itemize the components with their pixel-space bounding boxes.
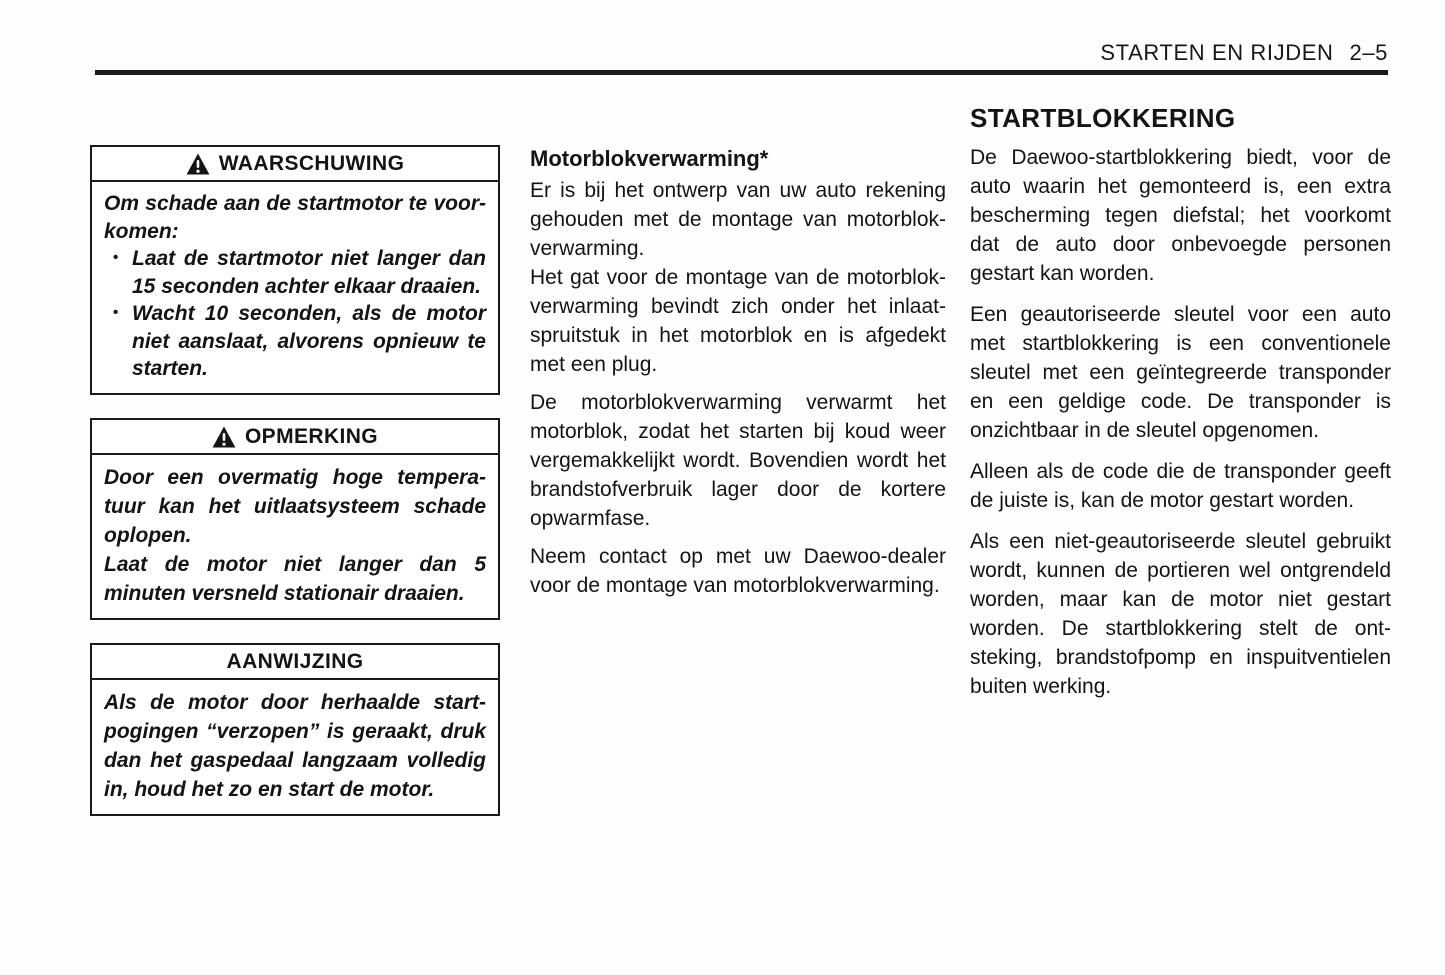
paragraph xyxy=(530,388,946,533)
text-line: De motorblokverwarming verwarmt het xyxy=(530,391,946,414)
text-line: verwarming bevindt zich onder het inlaat- xyxy=(530,295,946,318)
text-line: starten. xyxy=(132,357,208,380)
paragraph xyxy=(530,263,946,379)
middle-column-heading: Motorblokverwarming* xyxy=(530,146,769,171)
text-line: buiten werking. xyxy=(970,675,1112,698)
text-line: oplopen. xyxy=(104,523,192,547)
paragraph xyxy=(530,176,946,263)
text-line: Er is bij het ontwerp van uw auto rekening xyxy=(530,179,946,202)
text-line: worden, maar kan de motor niet gestart xyxy=(970,588,1391,611)
note-box-opmerking xyxy=(90,418,500,620)
paragraph xyxy=(970,300,1391,445)
text-line: Om schade aan de startmotor te voor- xyxy=(104,192,486,215)
text-line: de juiste is, kan de motor gestart worden. xyxy=(970,489,1355,512)
warning-box-title xyxy=(92,147,498,182)
paragraph xyxy=(970,527,1391,701)
text-line: Laat de startmotor niet langer dan xyxy=(132,247,486,270)
right-column-heading: STARTBLOKKERING xyxy=(970,103,1236,133)
text-line: motorblok, zodat het starten bij koud weer xyxy=(530,420,946,443)
text-line: Een geautoriseerde sleutel voor een auto xyxy=(970,303,1391,326)
warning-box-intro xyxy=(104,190,486,245)
text-line: dan het gaspedaal langzaam volledig xyxy=(104,748,486,772)
text-line: onzichtbaar in de sleutel opgenomen. xyxy=(970,419,1320,442)
middle-column xyxy=(530,146,946,600)
text-line: gehouden met de montage van motorblok- xyxy=(530,208,946,231)
warning-box-waarschuwing xyxy=(90,145,500,395)
note-box-title xyxy=(92,420,498,455)
text-line: 15 seconden achter elkaar draaien. xyxy=(132,274,482,298)
paragraph xyxy=(970,457,1391,515)
text-line: Alleen als de code die de transponder geeft xyxy=(970,460,1391,483)
text-line: minuten versneld stationair draaien. xyxy=(104,581,465,605)
warning-triangle-icon xyxy=(186,153,210,175)
header-section-title: STARTEN EN RIJDEN xyxy=(1100,40,1334,65)
instruction-box-body xyxy=(92,680,498,814)
text-line: met een plug. xyxy=(530,353,658,376)
text-line: niet aanslaat, alvorens opnieuw te xyxy=(132,329,486,353)
paragraph xyxy=(530,542,946,600)
instruction-box-title-text: AANWIJZING xyxy=(226,649,364,673)
page-header xyxy=(1100,40,1388,66)
instruction-box-aanwijzing xyxy=(90,643,500,816)
warning-box-bullet-list xyxy=(104,245,486,383)
right-column-text xyxy=(970,143,1391,701)
text-line: spruitstuk in het motorblok en is afgedekt xyxy=(530,324,946,347)
bullet-item xyxy=(104,245,486,300)
text-line: auto waarin het gemonteerd is, een extra xyxy=(970,175,1391,198)
text-line: Als een niet-geautoriseerde sleutel gebruikt xyxy=(970,530,1391,553)
text-line: vergemakkelijkt wordt. Bovendien wordt het xyxy=(530,449,946,472)
text-line: wordt, kunnen de portieren wel ontgrendeld xyxy=(970,559,1391,582)
warning-box-title-text: WAARSCHUWING xyxy=(218,152,405,175)
text-line: Neem contact op met uw Daewoo-dealer xyxy=(530,545,946,568)
text-line: worden. De startblokkering stelt de ont- xyxy=(970,617,1391,640)
text-line: in, houd het zo en start de motor. xyxy=(104,777,435,801)
paragraph xyxy=(970,143,1391,288)
right-column xyxy=(970,103,1391,701)
text-line: Laat de motor niet langer dan 5 xyxy=(104,552,486,576)
text-line: Wacht 10 seconden, als de motor xyxy=(132,302,486,325)
text-line: bescherming tegen diefstal; het voorkomt xyxy=(970,204,1391,227)
header-rule xyxy=(95,70,1388,75)
text-line: brandstofverbruik lager door de kortere xyxy=(530,478,946,501)
bullet-item xyxy=(104,300,486,383)
paragraph xyxy=(104,550,486,608)
paragraph xyxy=(104,688,486,804)
warning-box-body xyxy=(92,182,498,393)
text-line: en een geldige code. De transponder is xyxy=(970,390,1391,413)
text-line: Het gat voor de montage van de motorblok- xyxy=(530,266,946,289)
text-line: pogingen “verzopen” is geraakt, druk xyxy=(104,719,486,743)
bullet-icon: • xyxy=(113,304,119,321)
text-line: voor de montage van motorblokverwarming. xyxy=(530,574,940,597)
text-line: Als de motor door herhaalde start- xyxy=(104,690,486,714)
text-line: met startblokkering is een conventionele xyxy=(970,332,1391,355)
text-line: gestart kan worden. xyxy=(970,262,1155,285)
text-line: sleutel met een geïntegreerde transponder xyxy=(970,361,1391,384)
paragraph xyxy=(104,463,486,550)
text-line: verwarming. xyxy=(530,237,645,260)
text-line: komen: xyxy=(104,219,179,243)
note-box-body xyxy=(92,455,498,618)
text-line: De Daewoo-startblokkering biedt, voor de xyxy=(970,146,1391,169)
text-line: dat de auto door onbevoegde personen xyxy=(970,233,1391,256)
text-line: tuur kan het uitlaatsysteem schade xyxy=(104,494,486,518)
left-column xyxy=(90,145,500,816)
text-line: steking, brandstofpomp en inspuitventielen xyxy=(970,646,1391,669)
note-box-title-text: OPMERKING xyxy=(244,424,379,448)
text-line: opwarmfase. xyxy=(530,507,651,530)
bullet-icon: • xyxy=(113,249,119,266)
middle-column-text xyxy=(530,176,946,600)
instruction-box-title xyxy=(92,645,498,680)
header-page-number: 2–5 xyxy=(1349,40,1388,65)
warning-triangle-icon xyxy=(212,426,236,448)
text-line: Door een overmatig hoge tempera- xyxy=(104,465,486,489)
